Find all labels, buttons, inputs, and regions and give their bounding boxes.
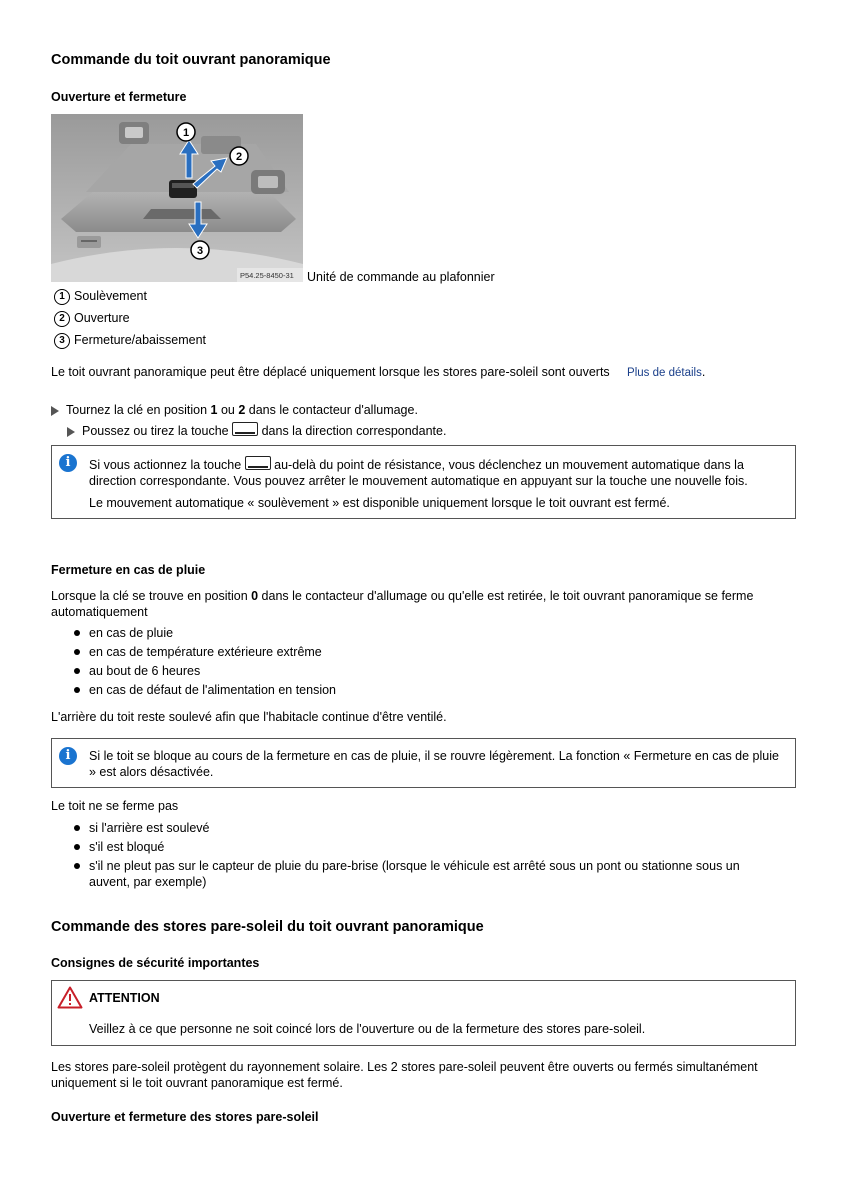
rain-conditions-list	[72, 625, 336, 701]
info-icon: i	[59, 747, 77, 765]
roof-switch-icon	[232, 422, 258, 436]
warning-text: Veillez à ce que personne ne soit coincé lors de l'ouverture ou de la fermeture des stores pare-soleil.	[89, 1022, 646, 1036]
section-title-sunblinds: Commande des stores pare-soleil du toit ouvrant panoramique	[51, 919, 484, 935]
intro-paragraph: Le toit ouvrant panoramique peut être déplacé uniquement lorsque les stores pare-soleil sont ouverts Plus de détails.	[51, 365, 706, 379]
step-arrow-icon	[67, 427, 75, 437]
list-item: en cas de pluie	[72, 625, 336, 641]
control-unit-photo	[51, 114, 303, 282]
page-title: Commande du toit ouvrant panoramique	[51, 52, 331, 68]
legend-item: 2 Ouverture	[54, 310, 130, 327]
warning-heading: ATTENTION	[89, 991, 160, 1005]
subtitle-sunblind-operation: Ouverture et fermeture des stores pare-soleil	[51, 1110, 319, 1124]
svg-text:3: 3	[196, 245, 204, 257]
info-box: i Si le toit se bloque au cours de la fermeture en cas de pluie, il se rouvre légèrement. La fonction « Fermeture en cas de pluie » est alors désactivée.	[51, 738, 796, 788]
svg-text:2: 2	[235, 151, 243, 163]
subtitle-opening-closing: Ouverture et fermeture	[51, 90, 187, 104]
subtitle-rain-closing: Fermeture en cas de pluie	[51, 563, 206, 577]
step-arrow-icon	[51, 406, 59, 416]
svg-text:1: 1	[182, 127, 190, 139]
legend-item: 1 Soulèvement	[54, 288, 147, 305]
list-item: en cas de température extérieure extrême	[72, 644, 336, 660]
list-item: si l'arrière est soulevé	[72, 820, 772, 836]
info-box: i Si vous actionnez la touche au-delà du point de résistance, vous déclenchez un mouvement automatique dans la direction correspondante. Vous pouvez arrêter le mouvement automatique en appuyant sur la touche une nouvelle fois. Le mouvement automatique « soulèvement » est disponible uniquement lorsque le toit ouvrant est fermé.	[51, 445, 796, 519]
roof-switch-icon	[245, 456, 271, 470]
warning-triangle-icon	[57, 986, 83, 1009]
list-item: au bout de 6 heures	[72, 663, 336, 679]
callout-3	[191, 241, 209, 259]
subtitle-safety: Consignes de sécurité importantes	[51, 956, 260, 970]
warning-box	[51, 980, 796, 1046]
callout-1	[177, 123, 195, 141]
sunblind-paragraph: Les stores pare-soleil protègent du rayonnement solaire. Les 2 stores pare-soleil peuvent être ouverts ou fermés simultanément uniquement si le toit ouvrant panoramique est fermé.	[51, 1060, 758, 1090]
info-icon: i	[59, 454, 77, 472]
no-close-list	[72, 820, 772, 893]
step-2: Poussez ou tirez la touche dans la direction correspondante.	[67, 422, 446, 439]
list-item: s'il est bloqué	[72, 839, 772, 855]
details-link[interactable]: Plus de détails	[627, 367, 702, 379]
figure-code: P54.25-8450-31	[240, 271, 294, 280]
no-close-paragraph: Le toit ne se ferme pas	[51, 799, 179, 813]
list-item: en cas de défaut de l'alimentation en tension	[72, 682, 336, 698]
ventilation-paragraph: L'arrière du toit reste soulevé afin que l'habitacle continue d'être ventilé.	[51, 710, 447, 724]
rain-intro-paragraph: Lorsque la clé se trouve en position 0 dans le contacteur d'allumage ou qu'elle est retirée, le toit ouvrant panoramique se ferme automatiquement	[51, 589, 754, 619]
callout-2	[230, 147, 248, 165]
figure-caption: Unité de commande au plafonnier	[307, 270, 495, 284]
step-1: Tournez la clé en position 1 ou 2 dans le contacteur d'allumage.	[51, 402, 418, 418]
legend-item: 3 Fermeture/abaissement	[54, 332, 206, 349]
list-item: s'il ne pleut pas sur le capteur de pluie du pare-brise (lorsque le véhicule est arrêté sous un pont ou stationne sous un auvent, par exemple)	[72, 858, 772, 890]
